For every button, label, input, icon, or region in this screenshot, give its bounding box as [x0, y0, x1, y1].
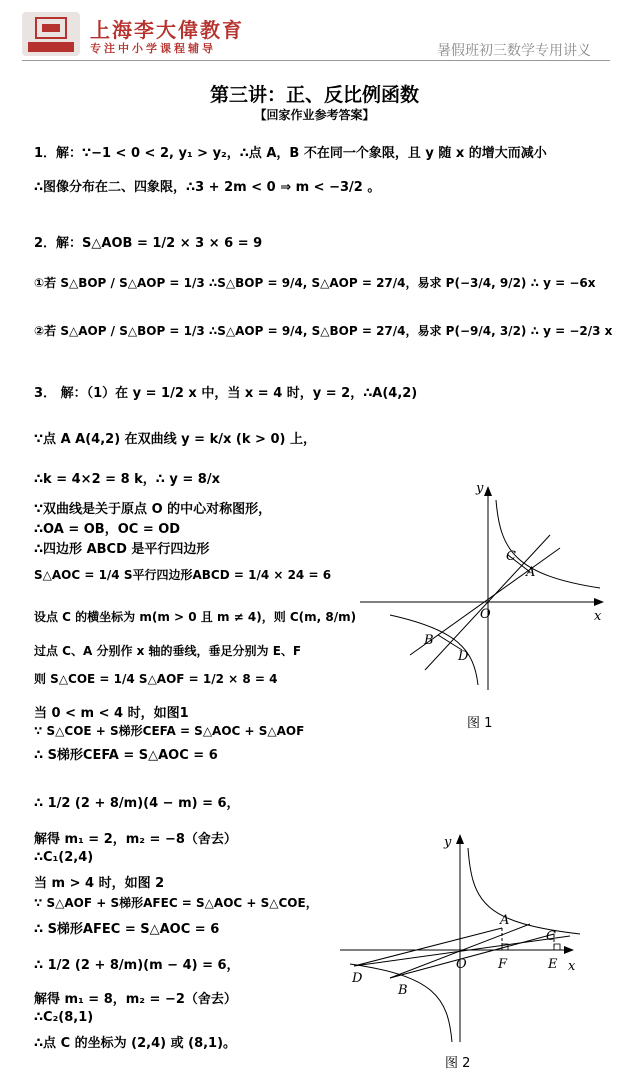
q2-line-2: ①若 S△BOP / S△AOP = 1/3 ∴S△BOP = 9/4, S△AOP = 27/4，易求 P(−3/4, 9/2) ∴ y = −6x: [34, 276, 596, 290]
fig2-label-a: A: [500, 913, 510, 928]
fig2-x-arrow: [564, 946, 574, 954]
page-title: 第三讲：正、反比例函数: [209, 84, 419, 106]
fig1-label-x: x: [594, 609, 602, 624]
q3-line-21: 解得 m₁ = 8，m₂ = −2（舍去）: [34, 992, 237, 1007]
figure-2: [330, 828, 600, 1046]
header-divider: [22, 60, 610, 61]
q3-line-15: 解得 m₁ = 2，m₂ = −8（舍去）: [34, 832, 237, 847]
course-name: 暑假班初三数学专用讲义: [437, 43, 591, 59]
fig2-label-x: x: [568, 959, 576, 974]
q3-line-13: ∴ S梯形CEFA = S△AOC = 6: [34, 748, 218, 763]
q3-line-2: ∵点 A A(4,2) 在双曲线 y = k/x (k > 0) 上，: [34, 432, 316, 447]
fig1-label-b: B: [424, 633, 434, 648]
q3-line-17: 当 m > 4 时，如图 2: [34, 876, 165, 891]
q3-line-7: S△AOC = 1/4 S平行四边形ABCD = 1/4 × 24 = 6: [34, 568, 332, 582]
figure-2-caption: 图 2: [445, 1056, 471, 1071]
q3-line-20: ∴ 1/2 (2 + 8/m)(m − 4) = 6，: [34, 958, 240, 973]
fig2-label-b: B: [398, 983, 408, 998]
fig1-label-y: y: [476, 481, 484, 496]
fig2-line-4: [390, 934, 554, 978]
q3-line-18: ∵ S△AOF + S梯形AFEC = S△AOC + S△COE，: [34, 896, 318, 910]
fig1-hyperbola-right: [496, 500, 600, 588]
q3-line-5: ∴OA = OB，OC = OD: [34, 522, 181, 537]
q2-line-1: 2．解：S△AOB = 1/2 × 3 × 6 = 9: [34, 236, 263, 251]
q1-line-1: 1．解：∵−1 < 0 < 2, y₁ > y₂，∴点 A，B 不在同一个象限，且 y 随 x 的增大而减小: [34, 146, 547, 161]
fig1-x-arrow: [594, 598, 604, 606]
q2-line-3: ②若 S△AOP / S△BOP = 1/3 ∴S△AOP = 9/4, S△BOP = 27/4，易求 P(−9/4, 3/2) ∴ y = −2/3 x: [34, 324, 613, 338]
brand-slogan: 专注中小学课程辅导: [90, 42, 216, 55]
q3-line-11: 当 0 < m < 4 时，如图1: [34, 706, 189, 721]
figure-1: [350, 480, 610, 700]
fig2-hyperbola-left: [350, 964, 452, 1042]
fig1-label-o: O: [480, 607, 491, 622]
q3-line-12: ∵ S△COE + S梯形CEFA = S△AOC + S△AOF: [34, 724, 305, 738]
logo-badge: [22, 12, 80, 56]
fig2-label-c: C: [546, 929, 556, 944]
q3-line-22: ∴C₂(8,1): [34, 1010, 94, 1025]
q3-line-4: ∵双曲线是关于原点 O 的中心对称图形，: [34, 502, 272, 517]
fig2-line-3: [354, 928, 502, 966]
q3-line-6: ∴四边形 ABCD 是平行四边形: [34, 542, 210, 557]
fig2-hyperbola-right: [468, 848, 580, 934]
q3-line-23: ∴点 C 的坐标为 (2,4) 或 (8,1)。: [34, 1036, 237, 1051]
fig2-label-e: E: [548, 957, 558, 972]
fig2-label-o: O: [456, 957, 467, 972]
fig1-y-arrow: [484, 486, 492, 496]
fig1-label-a: A: [526, 565, 536, 580]
fig2-y-arrow: [456, 834, 464, 844]
q3-line-9: 过点 C、A 分别作 x 轴的垂线，垂足分别为 E、F: [34, 644, 302, 658]
fig1-label-d: D: [458, 649, 469, 664]
q1-line-2: ∴图像分布在二、四象限，∴3 + 2m < 0 ⇒ m < −3/2 。: [34, 180, 381, 195]
q3-line-1: 3． 解：（1）在 y = 1/2 x 中，当 x = 4 时，y = 2，∴A(4,2): [34, 386, 418, 401]
q3-line-8: 设点 C 的横坐标为 m(m > 0 且 m ≠ 4)，则 C(m, 8/m): [34, 610, 357, 624]
q3-line-19: ∴ S梯形AFEC = S△AOC = 6: [34, 922, 220, 937]
figure-1-caption: 图 1: [467, 716, 493, 731]
fig2-label-f: F: [498, 957, 508, 972]
q3-line-14: ∴ 1/2 (2 + 8/m)(4 − m) = 6，: [34, 796, 240, 811]
q3-line-3: ∴k = 4×2 = 8 k，∴ y = 8/x: [34, 472, 220, 487]
q3-line-10: 则 S△COE = 1/4 S△AOF = 1/2 × 8 = 4: [34, 672, 278, 686]
page-subtitle: 【回家作业参考答案】: [254, 108, 375, 122]
brand-name: 上海李大偉教育: [90, 18, 244, 42]
fig1-label-c: C: [506, 549, 516, 564]
fig2-right-angle-e: [554, 944, 560, 950]
fig2-label-d: D: [352, 971, 363, 986]
q3-line-16: ∴C₁(2,4): [34, 850, 94, 865]
fig2-label-y: y: [444, 835, 452, 850]
logo-icon: [22, 12, 80, 56]
